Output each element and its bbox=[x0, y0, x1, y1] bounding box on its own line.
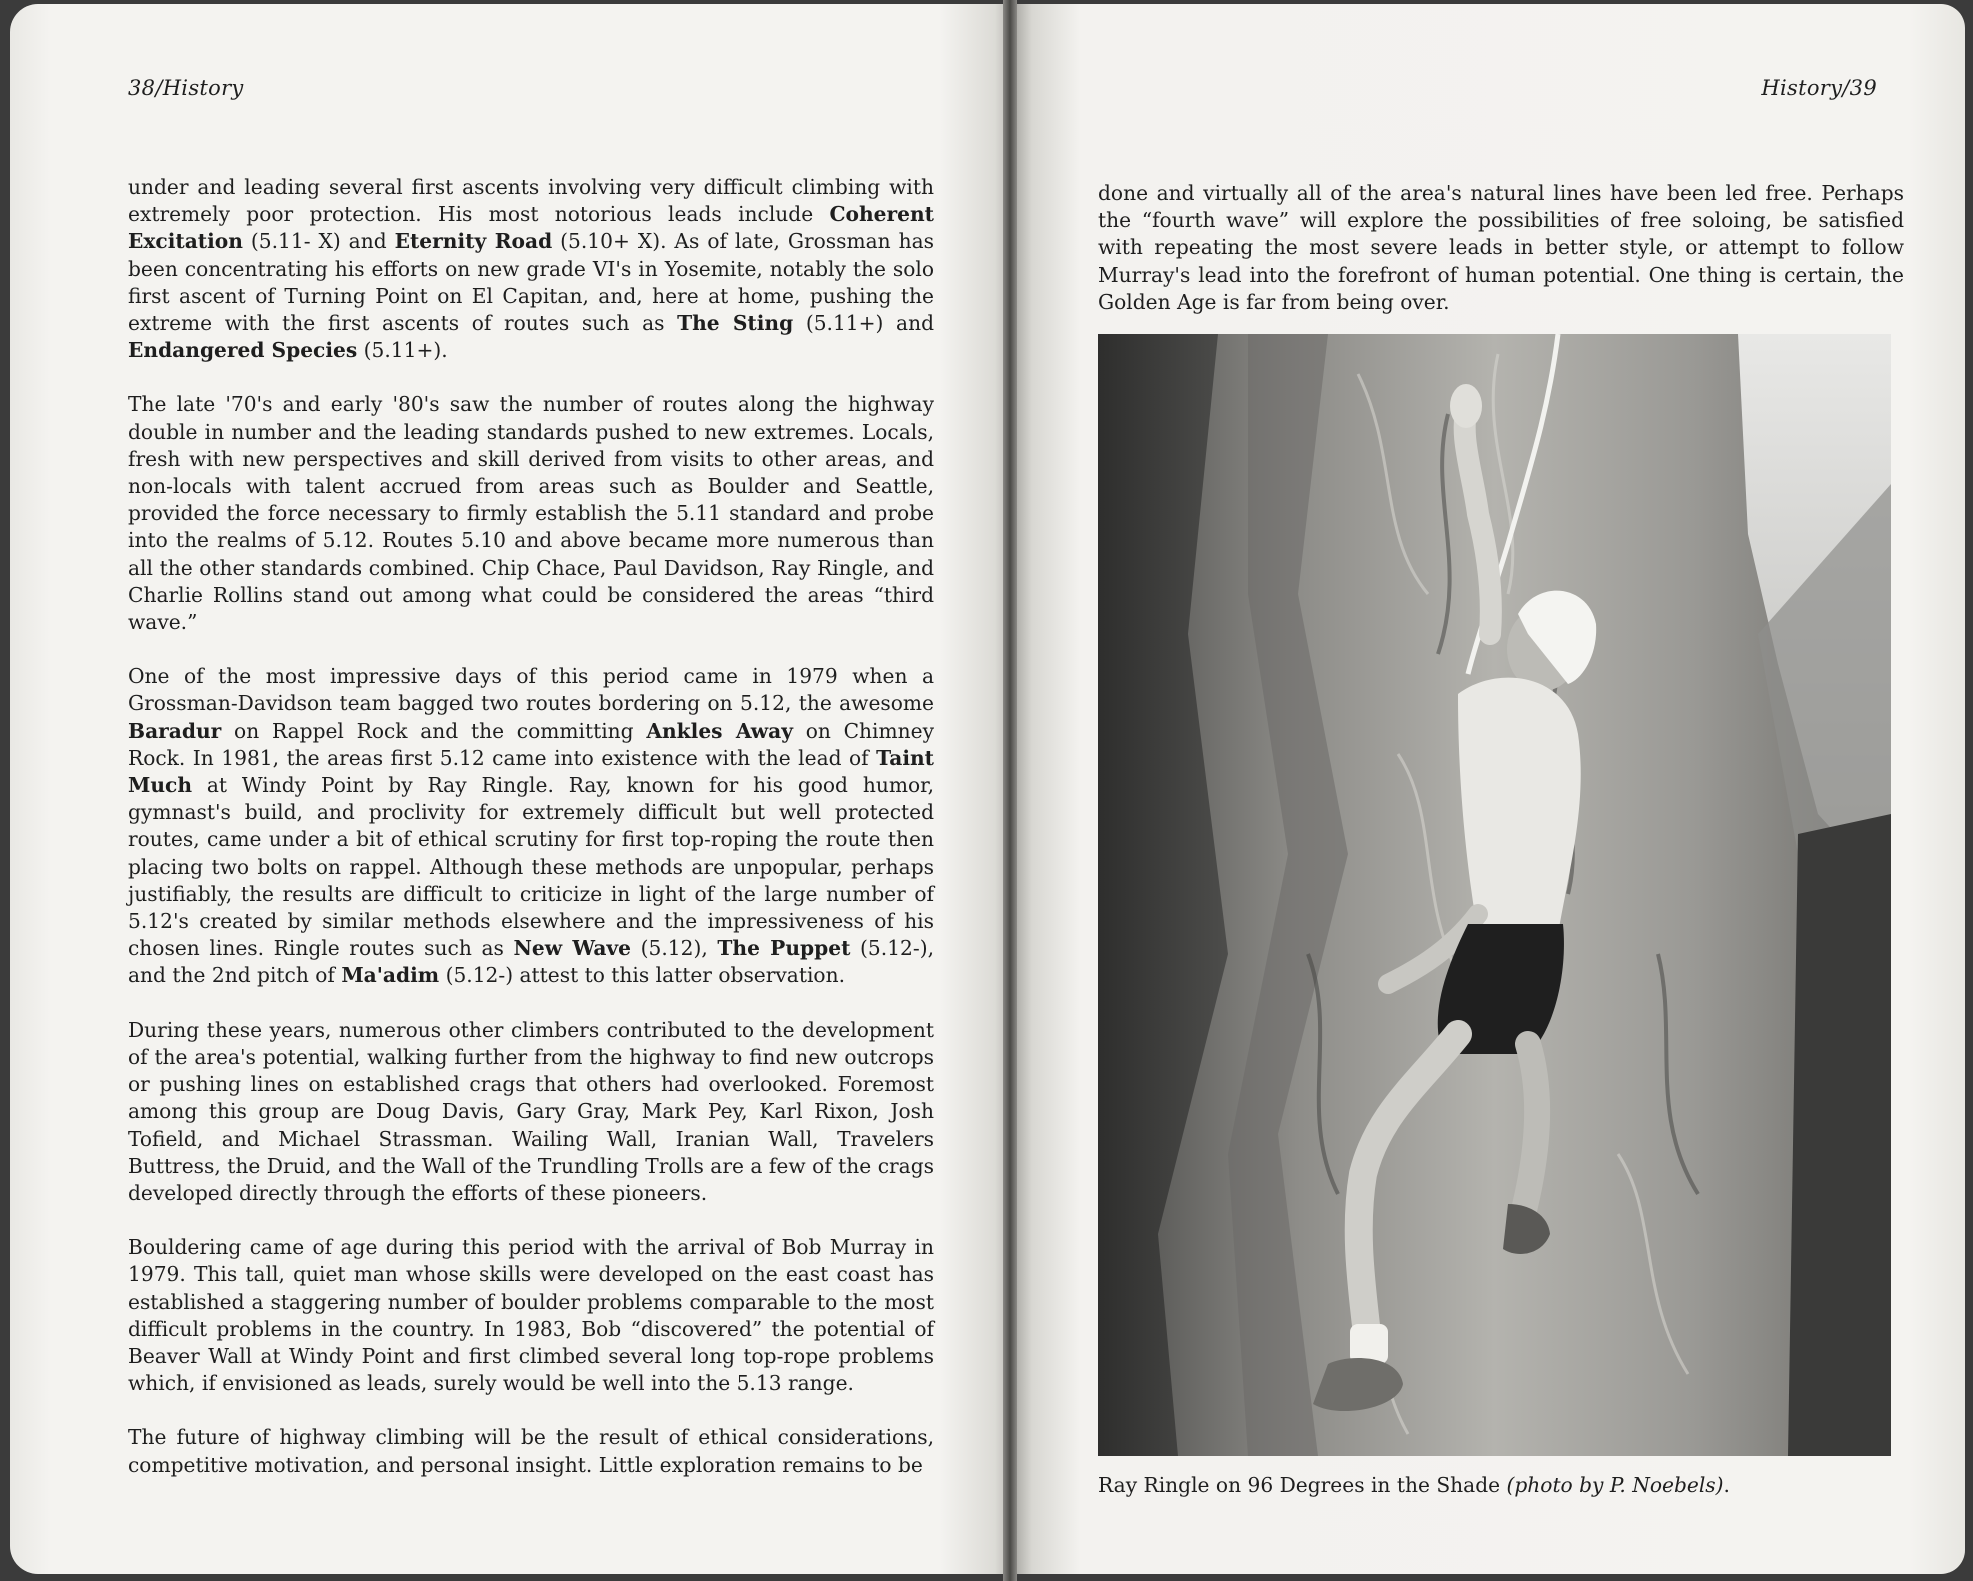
caption-end: . bbox=[1723, 1473, 1730, 1497]
paragraph bbox=[128, 1234, 934, 1397]
text-segment: (5.12), bbox=[630, 936, 718, 961]
climber-photo-illustration bbox=[1098, 334, 1891, 1456]
caption-text: Ray Ringle on 96 Degrees in the Shade bbox=[1098, 1473, 1507, 1497]
running-head-right: History/39 bbox=[1761, 76, 1877, 100]
paragraph bbox=[128, 1424, 934, 1478]
route-name: The Sting bbox=[677, 311, 794, 336]
paragraph bbox=[128, 174, 934, 364]
text-segment: (5.12-) attest to this latter observation. bbox=[439, 963, 845, 988]
text-segment: on Chimney Rock. In 1981, the areas first 5.12 came into existence with the lead of bbox=[128, 718, 934, 770]
caption-credit: (photo by P. Noebels) bbox=[1506, 1473, 1724, 1497]
text-segment: (5.12-), and the 2nd pitch of bbox=[128, 936, 934, 988]
text-segment: (5.11+). bbox=[357, 338, 448, 363]
text-segment: (5.11- X) and bbox=[242, 229, 395, 254]
text-segment: During these years, numerous other climbers contributed to the development of the area's potential, walking further from the highway to find new outcrops or pushing lines on established crags that others had overlooked. Foremost among this group are Doug Davis, Gary Gray, Mark Pey, Karl Rixon, Josh Tofield, and Michael Strassman. Wailing Wall, Iranian Wall, Travelers Buttress, the Druid, and the Wall of the Trundling Trolls are a few of the crags developed directly through the efforts of these pioneers. bbox=[128, 1017, 934, 1205]
text-segment: (5.10+ X). As of late, Grossman has been concentrating his efforts on new grade VI's in Yosemite, notably the solo first ascent of Turning Point on El Capitan, and, here at home, pushing the extreme with the first ascents of routes such as bbox=[128, 229, 934, 336]
text-segment: One of the most impressive days of this period came in 1979 when a Grossman-Davidson team bagged two routes bordering on 5.12, the awesome bbox=[128, 664, 934, 716]
paragraph bbox=[128, 663, 934, 989]
route-name: Coherent Excitation bbox=[128, 202, 934, 254]
route-name: Ankles Away bbox=[646, 718, 793, 743]
route-name: Taint Much bbox=[128, 745, 934, 798]
route-name: Baradur bbox=[128, 718, 222, 743]
right-body-text bbox=[1098, 180, 1904, 343]
left-body-text bbox=[128, 174, 934, 1506]
text-segment: Bouldering came of age during this period with the arrival of Bob Murray in 1979. This tall, quiet man whose skills were developed on the east coast has established a staggering number of boulder problems comparable to the most difficult problems in the country. In 1983, Bob “discovered” the potential of Beaver Wall at Windy Point and first climbed several long top-rope problems which, if envisioned as leads, surely would be well into the 5.13 range. bbox=[128, 1235, 934, 1396]
route-name: The Puppet bbox=[717, 936, 851, 961]
text-segment: The future of highway climbing will be the result of ethical considerations, competitive motivation, and personal insight. Little exploration remains to be bbox=[128, 1425, 934, 1477]
text-segment: (5.11+) and bbox=[793, 311, 934, 336]
text-segment: on Rappel Rock and the committing bbox=[221, 718, 647, 743]
text-segment: at Windy Point by Ray Ringle. Ray, known for his good humor, gymnast's build, and proclivity for extremely difficult but well protected routes, came under a bit of ethical scrutiny for first top-roping the route then placing two bolts on rappel. Although these methods are unpopular, perhaps justifiably, the results are difficult to criticize in light of the large number of 5.12's created by similar methods elsewhere and the impressiveness of his chosen lines. Ringle routes such as bbox=[128, 773, 934, 961]
paragraph bbox=[128, 391, 934, 636]
route-name: New Wave bbox=[513, 936, 631, 961]
running-head-left: 38/History bbox=[128, 76, 244, 100]
climber-photo bbox=[1098, 334, 1891, 1456]
left-page bbox=[10, 4, 1010, 1574]
text-segment: done and virtually all of the area's natural lines have been led free. Perhaps the “fourth wave” will explore the possibilities of free soloing, be satisfied with repeating the most severe leads in better style, or attempt to follow Murray's lead into the forefront of human potential. One thing is certain, the Golden Age is far from being over. bbox=[1098, 181, 1904, 314]
right-page bbox=[1010, 4, 1965, 1574]
text-segment: The late '70's and early '80's saw the number of routes along the highway double in number and the leading standards pushed to new extremes. Locals, fresh with new perspectives and skill derived from visits to other areas, and non-locals with talent accrued from areas such as Boulder and Seattle, provided the force necessary to firmly establish the 5.11 standard and probe into the realms of 5.12. Routes 5.10 and above became more numerous than all the other standards combined. Chip Chace, Paul Davidson, Ray Ringle, and Charlie Rollins stand out among what could be considered the areas “third wave.” bbox=[128, 392, 934, 635]
route-name: Endangered Species bbox=[128, 338, 358, 363]
paragraph bbox=[128, 1017, 934, 1207]
book-gutter bbox=[1003, 0, 1017, 1581]
text-segment: under and leading several first ascents involving very difficult climbing with extremely poor protection. His most notorious leads include bbox=[128, 175, 934, 227]
photo-caption bbox=[1098, 1472, 1891, 1499]
paragraph bbox=[1098, 180, 1904, 316]
route-name: Eternity Road bbox=[394, 229, 553, 254]
route-name: Ma'adim bbox=[341, 963, 440, 988]
